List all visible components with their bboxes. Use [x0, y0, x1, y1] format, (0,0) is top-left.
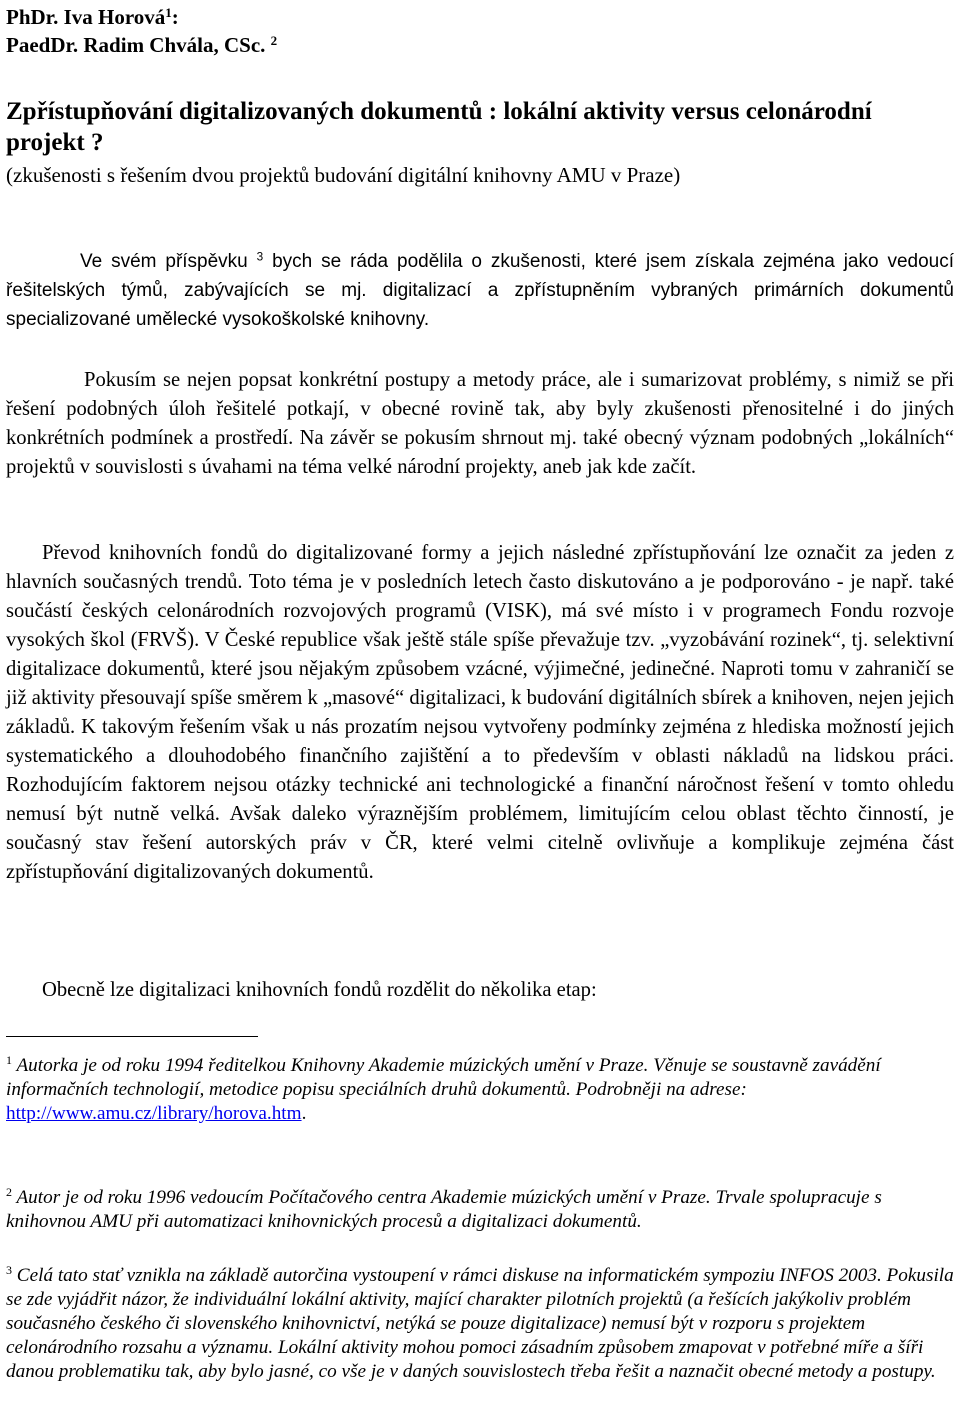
footnote-1-text: Autorka je od roku 1994 ředitelkou Knihovny Akademie múzických umění v Praze. Věnuje se soustavně zavádění informačních technologií, metodice popisu speciálních druhů dokumentů. Podrobněji na adrese:: [6, 1055, 881, 1100]
document-title: Zpřístupňování digitalizovaných dokumentů : lokální aktivity versus celonárodní projekt ?: [6, 98, 872, 156]
footnote-1-link[interactable]: http://www.amu.cz/library/horova.htm: [6, 1103, 302, 1124]
paragraph-2: Pokusím se nejen popsat konkrétní postupy a metody práce, ale i sumarizovat problémy, s nimiž se při řešení podobných úloh řešitelé potkají, v obecné rovině tak, aby byly zkušenosti přenositelné i do jiných konkrétních podmínek a prostředí. Na závěr se pokusím shrnout mj. také obecný význam podobných „lokálních“ projektů v souvislosti s úvahami na téma velké národní projekty, aneb jak kde začít.: [6, 369, 954, 478]
author-2-name: PaedDr. Radim Chvála, CSc.: [6, 33, 266, 57]
author-1: [6, 4, 179, 30]
footnote-3-number: 3: [6, 1262, 12, 1277]
author-1-name: PhDr. Iva Horová: [6, 5, 166, 29]
footnote-1-number: 1: [6, 1052, 12, 1067]
footnote-separator: [6, 1036, 258, 1037]
footnote-ref-1[interactable]: 1: [165, 4, 172, 20]
footnote-ref-3[interactable]: 3: [256, 250, 264, 264]
paragraph-4: Obecně lze digitalizaci knihovních fondů rozdělit do několika etap:: [42, 979, 597, 1001]
footnote-2-number: 2: [6, 1184, 12, 1199]
footnote-2: [6, 1186, 954, 1234]
footnote-3: [6, 1264, 954, 1384]
footnote-2-text: Autor je od roku 1996 vedoucím Počítačového centra Akademie múzických umění v Praze. Trvale spolupracuje s knihovnou AMU při automatizaci knihovnických procesů a digitalizaci dokumentů.: [6, 1187, 882, 1232]
document-subtitle: (zkušenosti s řešením dvou projektů budování digitální knihovny AMU v Praze): [6, 163, 681, 187]
intro-paragraph: [6, 247, 954, 334]
footnote-3-text: Celá tato stať vznikla na základě autorčina vystoupení v rámci diskuse na informatickém sympoziu INFOS 2003. Pokusila se zde vyjádřit názor, že individuální lokální aktivity, mající charakter pilotních projektů (a řešících jakýkoliv problém současného českého či slovenského knihovnictví, netýká se pouze digitalizace) nemusí být v rozporu s projektem celonárodního rozsahu a významu. Lokální aktivity mohou pomoci zásadním způsobem zmapovat v potřebné míře a šíři danou problematiku tak, aby bylo jasné, co vše je v daných souvislostech třeba řešit a naznačit obecné metody a postupy.: [6, 1265, 954, 1382]
author-1-suffix: :: [171, 5, 179, 29]
intro-text-2: bych se ráda podělila o zkušenosti, které jsem získala zejména jako vedoucí řešitelských týmů, zabývajících se mj. digitalizací a zpřístupněním vybraných primárních dokumentů specializované umělecké vysokoškolské knihovny.: [6, 251, 954, 330]
paragraph-3: Převod knihovních fondů do digitalizované formy a jejich následné zpřístupňování lze označit za jeden z hlavních současných trendů. Toto téma je v posledních letech často diskutováno a je podporováno - je např. také součástí českých celonárodních rozvojových programů (VISK), má své místo i v programech Fondu rozvoje vysokých škol (FRVŠ). V České republice však ještě stále spíše převažuje tzv. „vyzobávání rozinek“, tj. selektivní digitalizace dokumentů, které jsou nějakým způsobem vzácné, výjimečné, jedinečné. Naproti tomu v zahraničí se již aktivity přesouvají spíše směrem k „masové“ digitalizaci, k budování digitálních sbírek a knihoven, nejen jejich základů. K takovým řešením však u nás prozatím nejsou vytvořeny podmínky zejména z hlediska možností jejich systematického a dlouhodobého finančního zajištění a to především v oblasti nákladů na lidskou práci. Rozhodujícím faktorem nejsou otázky technické ani technologické a finanční náročnost řešení v tomto ohledu nemusí být nutně velká. Avšak daleko výraznějším problémem, limitujícím celou oblast těchto činností, je současný stav řešení autorských práv v ČR, které velmi citelně ovlivňuje a komplikuje zejména část zpřístupňování digitalizovaných dokumentů.: [6, 542, 954, 883]
footnote-1-link-suffix: .: [301, 1103, 307, 1124]
footnote-1: [6, 1054, 954, 1126]
author-2: [6, 32, 277, 58]
footnote-ref-2[interactable]: 2: [270, 32, 278, 48]
intro-text-1: Ve svém příspěvku: [80, 251, 257, 272]
